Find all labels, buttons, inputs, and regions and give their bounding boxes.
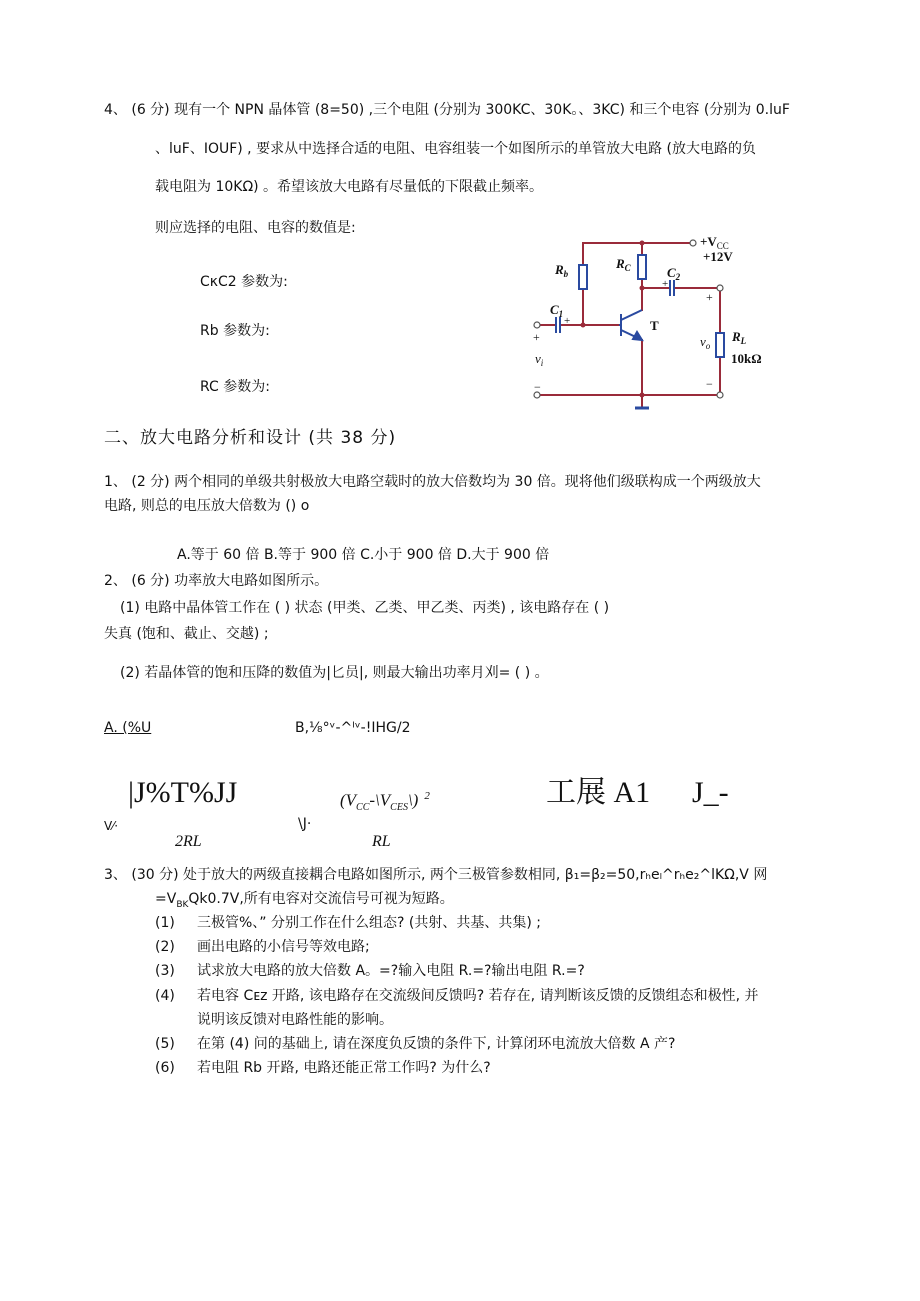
vi-minus: − (534, 380, 541, 394)
q1-line1: 1、 (2 分) 两个相同的单级共射极放大电路空载时的放大倍数均为 30 倍。现将他们级联构成一个两级放大 (104, 474, 761, 490)
q4-line4: 则应选择的电阻、电容的数值是: (155, 220, 356, 236)
q3-line1: 3、 (30 分) 处于放大的两级直接耦合电路如图所示, 两个三极管参数相同, β₁=β₂=50,rₕeₗ^rₕe₂^lKΩ,V 网 (104, 867, 768, 883)
q4-line3: 载电阻为 10KΩ) 。希望该放大电路有尽量低的下限截止频率。 (155, 179, 544, 195)
q3-item-1: (1) 三极管%、” 分别工作在什么组态? (共射、共基、共集) ; (155, 915, 541, 931)
amplifier-circuit-diagram (525, 228, 775, 413)
q3-line2: $=V_{BK}Qk0.7V$,所有电容对交流信号可视为短路。 (155, 891, 454, 910)
section-2-title: 二、放大电路分析和设计 (共 38 分) (104, 428, 397, 448)
rc-label: $R_C$ (616, 256, 631, 273)
c1-label: $C_1$ (550, 302, 564, 319)
q3-item-2: (2) 画出电路的小信号等效电路; (155, 939, 370, 955)
q2-formula-fragment-2: $(V_{CC}-\backslash V_{CES}\backslash)$ $^2$ (340, 790, 430, 814)
vo-plus: + (706, 290, 713, 304)
vcc-value: +12V (703, 249, 733, 264)
q4-param-rc: RC 参数为: (200, 379, 270, 395)
q2-formula-fragment-5: V⁄· (104, 819, 119, 833)
vi-plus: + (533, 330, 540, 344)
q2-option-b: B,⅛°ᵛ-^ᴵᵛ-!IHG/2 (295, 720, 411, 736)
q3-item-4-cont: 说明该反馈对电路性能的影响。 (197, 1012, 393, 1028)
rl-value: 10kΩ (731, 351, 762, 366)
q3-item-4: (4) 若电容 Cᴇᴢ 开路, 该电路存在交流级间反馈吗? 若存在, 请判断该反馈的反馈组态和极性, 并 (155, 988, 759, 1004)
c1-plus: + (564, 315, 571, 327)
q3-item-6: (6) 若电阻 Rb 开路, 电路还能正常工作吗? 为什么? (155, 1060, 491, 1076)
vcc-label: $+V_{CC}$ (700, 234, 729, 251)
vo-label: $v_o$ (700, 334, 711, 351)
rl-label: $R_L$ (732, 329, 747, 346)
vi-label: $v_i$ (535, 351, 544, 368)
q4-line2: 、luF、IOUF) , 要求从中选择合适的电阻、电容组装一个如图所示的单管放大电路 (放大电路的负 (155, 141, 756, 157)
q2-line2: (1) 电路中晶体管工作在 ( ) 状态 (甲类、乙类、甲乙类、丙类) , 该电路存在 ( ) (120, 600, 610, 616)
q2-formula-fragment-8: RL (372, 833, 391, 850)
c2-plus: + (662, 278, 669, 290)
q4-param-c1c2: CκC2 参数为: (200, 274, 288, 290)
c2-label: $C_2$ (667, 265, 681, 282)
transistor-label: T (650, 318, 659, 333)
q2-formula-fragment-3: 工展 A1 (546, 776, 651, 809)
q1-line2: 电路, 则总的电压放大倍数为 () o (104, 498, 310, 514)
q2-line4: (2) 若晶体管的饱和压降的数值为|匕员|, 则最大输出功率月刈= ( ) 。 (120, 665, 549, 681)
q3-item-3: (3) 试求放大电路的放大倍数 A。=?输入电阻 R.=?输出电阻 R.=? (155, 963, 585, 979)
q2-formula-fragment-4: J_- (692, 776, 729, 809)
q2-line3: 失真 (饱和、截止、交越) ; (104, 626, 269, 642)
q4-line1: 4、 (6 分) 现有一个 NPN 晶体管 (8=50) ,三个电阻 (分别为 300KC、30K。、3KC) 和三个电容 (分别为 0.luF (104, 102, 790, 118)
q3-item-5: (5) 在第 (4) 问的基础上, 请在深度负反馈的条件下, 计算闭环电流放大倍数 A 产? (155, 1036, 676, 1052)
q2-option-a: A. (%U (104, 720, 152, 736)
q2-line1: 2、 (6 分) 功率放大电路如图所示。 (104, 573, 329, 589)
q4-param-rb: Rb 参数为: (200, 323, 270, 339)
vo-minus: − (706, 377, 713, 391)
q2-formula-fragment-7: \J· (298, 816, 312, 832)
rb-label: $R_b$ (555, 262, 569, 279)
q2-formula-fragment-1: |J%T%JJ (128, 776, 238, 809)
q2-formula-fragment-6: 2RL (175, 833, 202, 850)
q1-options: A.等于 60 倍 B.等于 900 倍 C.小于 900 倍 D.大于 900 倍 (177, 547, 550, 563)
